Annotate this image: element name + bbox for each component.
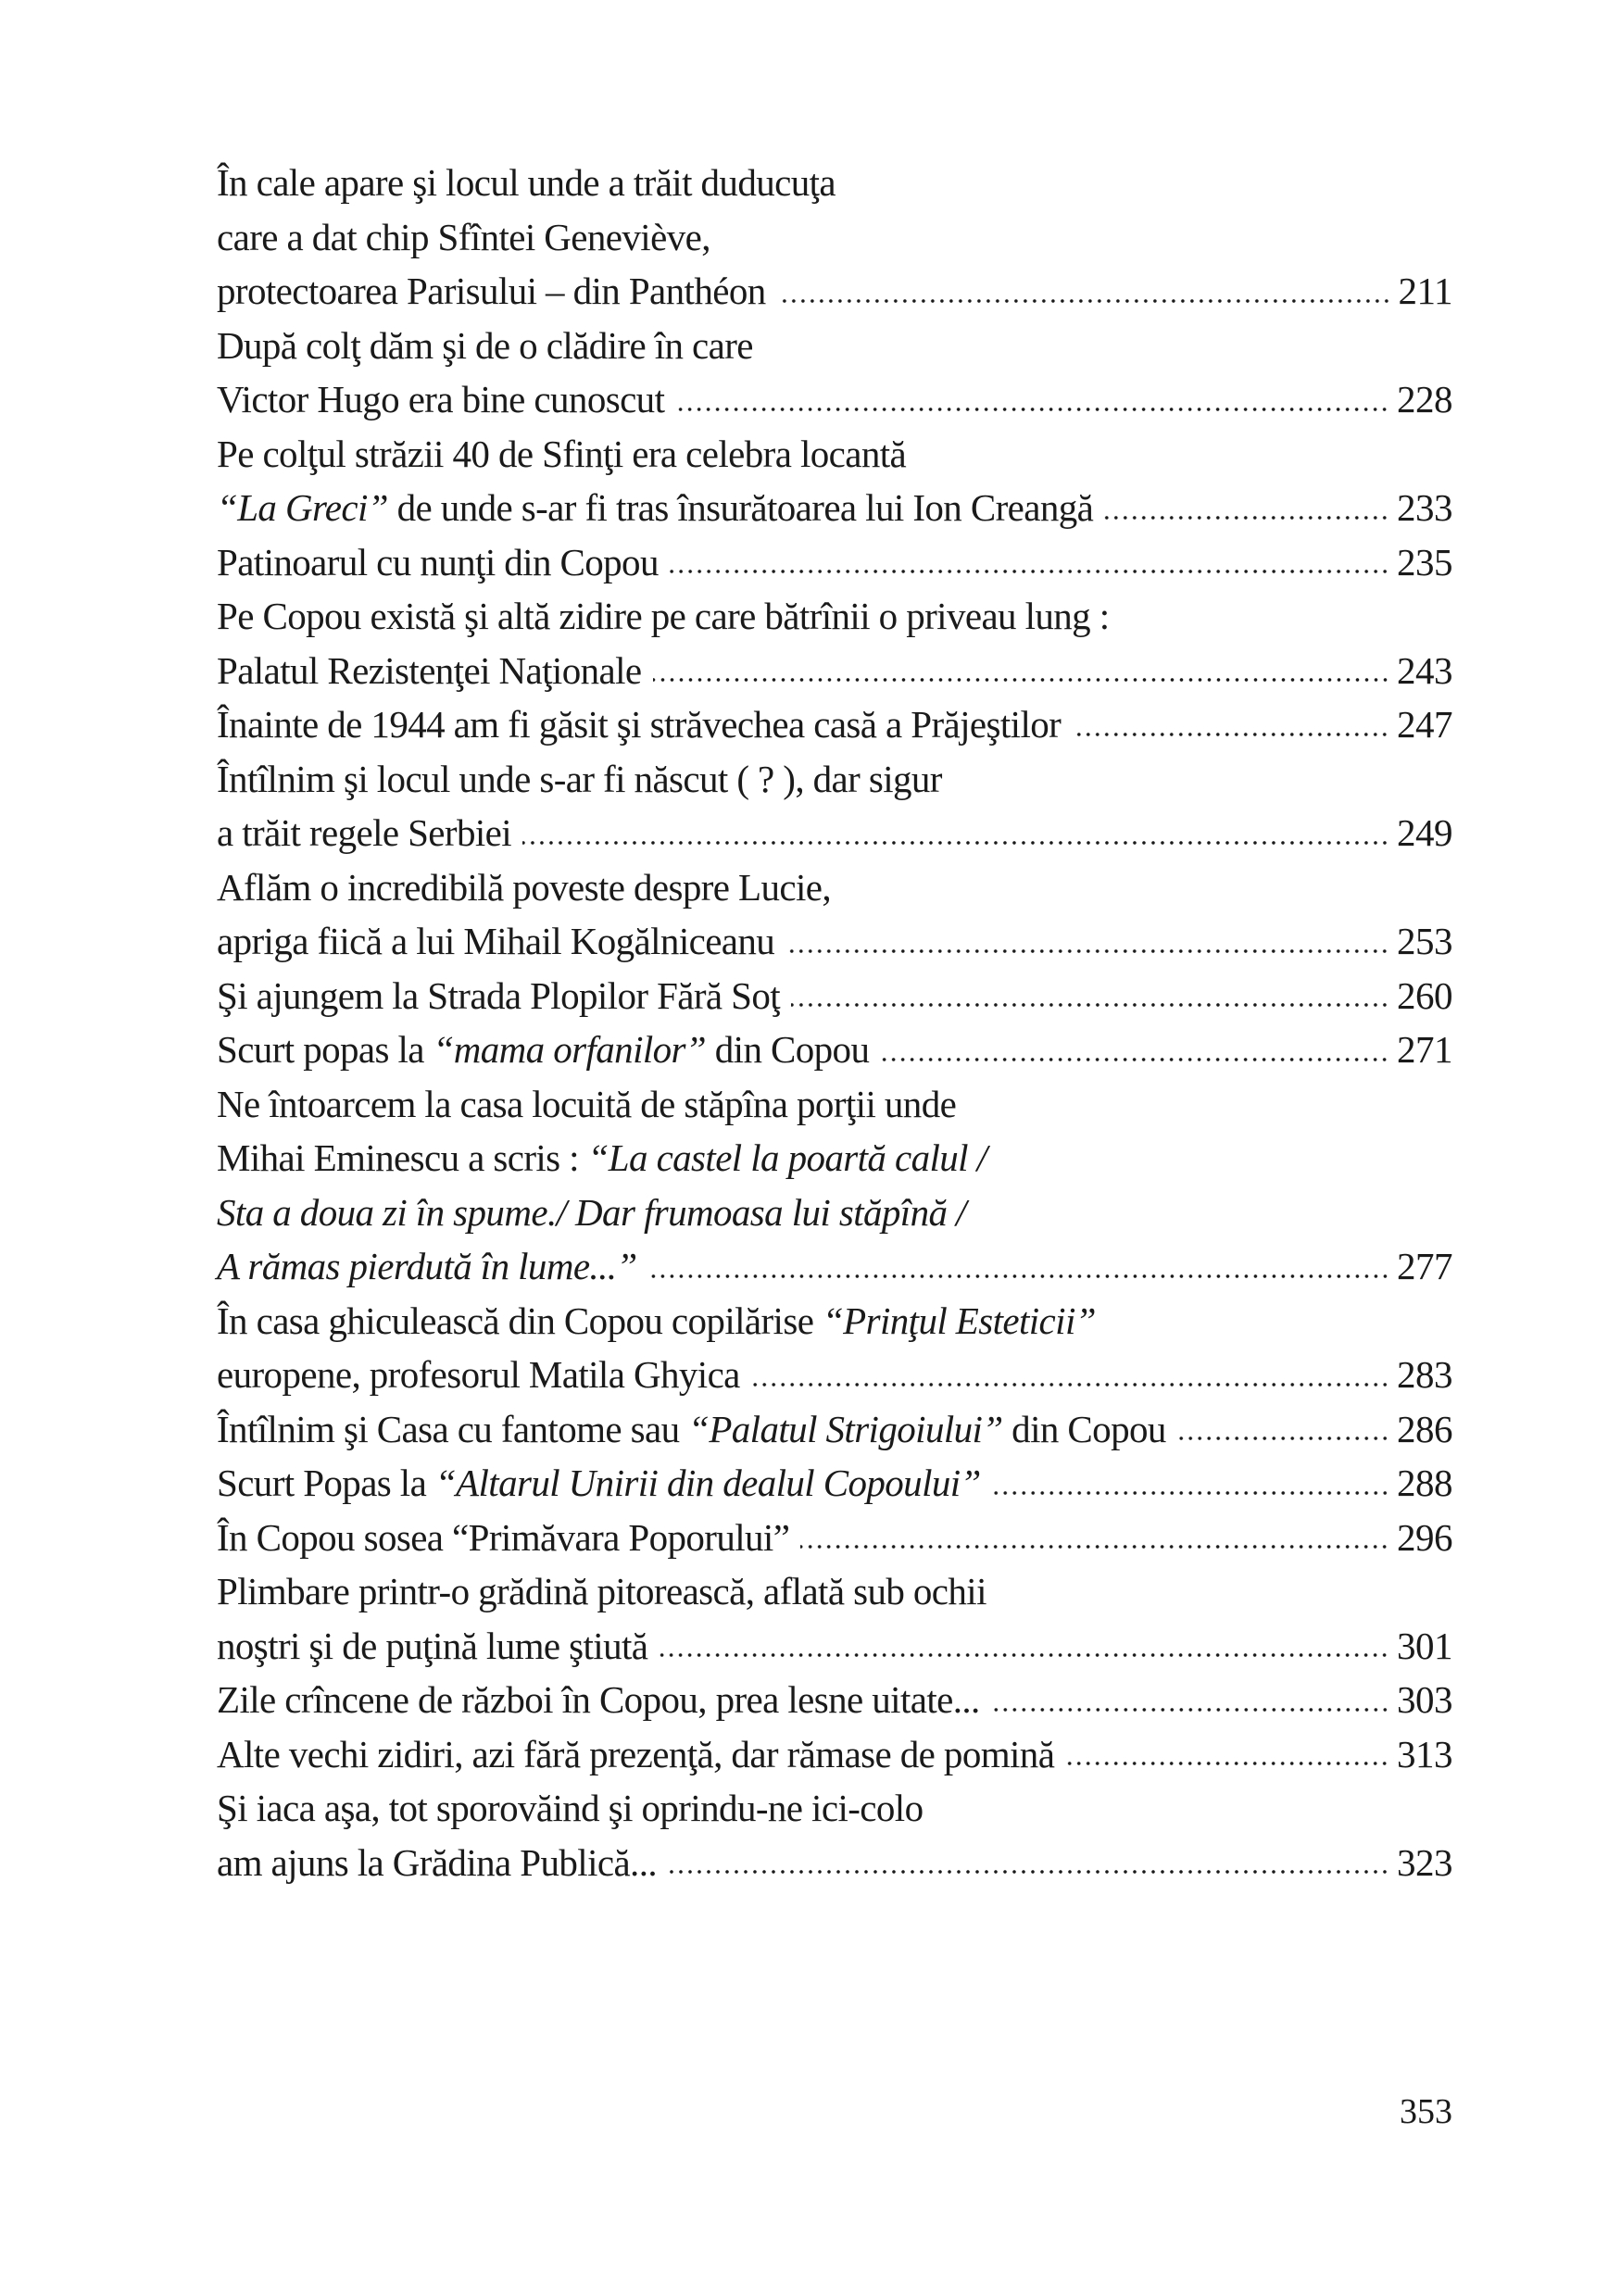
toc-entry-text [217, 372, 664, 427]
toc-entry-line [217, 1673, 1452, 1727]
text-segment: În casa ghiculească din Copou copilărise [217, 1299, 823, 1342]
text-segment: Întîlnim şi Casa cu fantome sau [217, 1407, 689, 1450]
dot-leader [791, 1002, 1389, 1008]
toc-page-number: 301 [1397, 1624, 1452, 1667]
toc-entry-text [217, 1727, 1054, 1782]
toc-entry [217, 156, 1452, 319]
toc-entry-line [217, 1294, 1452, 1349]
toc-entry-text [217, 1673, 980, 1727]
italic-quote: “La castel la poartă calul / [587, 1136, 987, 1179]
toc-entry-text [217, 535, 659, 590]
toc-page-number: 247 [1397, 703, 1452, 746]
dot-leader [653, 677, 1389, 683]
text-segment: În Copou sosea “Primăvara Poporului” [217, 1515, 790, 1559]
toc-entry [217, 1727, 1452, 1782]
toc-page-number: 235 [1397, 540, 1452, 583]
text-segment: Şi iaca aşa, tot sporovăind şi oprindu-ne ici-colo [217, 1787, 924, 1829]
toc-page-number: 243 [1397, 648, 1452, 692]
text-segment: Victor Hugo era bine cunoscut [217, 378, 665, 420]
toc-entry [217, 535, 1452, 590]
text-segment: Mihai Eminescu a scris : [217, 1136, 588, 1179]
text-segment: apriga fiică a lui Mihail Kogălniceanu [217, 920, 775, 962]
toc-entry-text [217, 752, 942, 807]
toc-page-number: 249 [1397, 811, 1452, 854]
text-segment: Pe colţul străzii 40 de Sfinţi era celebra locantă [217, 432, 907, 475]
text-segment: Zile crîncene de război în Copou, prea lesne uitate... [217, 1678, 980, 1721]
toc-entry-line [217, 1239, 1452, 1294]
toc-entry [217, 1402, 1452, 1457]
toc-entry-text [217, 860, 831, 915]
toc-entry-text [217, 1023, 869, 1077]
toc-entry [217, 1077, 1452, 1294]
toc-entry [217, 1023, 1452, 1077]
dot-leader [1065, 1761, 1389, 1766]
toc-entry-text [217, 1294, 1096, 1349]
toc-entry-line [217, 427, 1452, 482]
toc-entry-text [217, 914, 774, 969]
toc-entry-text [217, 1186, 966, 1240]
toc-entry-line [217, 1727, 1452, 1782]
text-segment: europene, profesorul Matila Ghyica [217, 1353, 740, 1396]
text-segment: Plimbare printr-o grădină pitorească, aflată sub ochii [217, 1570, 986, 1612]
toc-page-number: 296 [1397, 1515, 1452, 1559]
toc-entry-text [217, 1511, 789, 1565]
toc-entry [217, 427, 1452, 535]
toc-page-number: 277 [1397, 1245, 1452, 1287]
toc-entry-line [217, 969, 1452, 1023]
toc-entry-line [217, 589, 1452, 644]
dot-leader [659, 1652, 1389, 1658]
toc-entry-line [217, 752, 1452, 807]
toc-entry-text [217, 319, 753, 373]
text-segment: După colţ dăm şi de o clădire în care [217, 323, 753, 367]
toc-entry-text [217, 210, 710, 265]
dot-leader [880, 1057, 1389, 1062]
toc-entry-text [217, 1564, 986, 1619]
toc-page-number: 288 [1397, 1462, 1452, 1504]
toc-entry-text [217, 1836, 657, 1890]
text-segment: În cale apare şi locul unde a trăit duducuţa [217, 161, 836, 204]
toc-entry-line [217, 1456, 1452, 1511]
italic-quote: “La Greci” [217, 486, 388, 529]
toc-entry-line [217, 1186, 1452, 1240]
text-segment: Scurt popas la [217, 1028, 434, 1071]
text-segment: Înainte de 1944 am fi găsit şi străvechea casă a Prăjeştilor [217, 703, 1062, 746]
toc-entry [217, 752, 1452, 860]
toc-entry-text [217, 644, 642, 698]
dot-leader [785, 948, 1389, 954]
text-segment: care a dat chip Sfîntei Geneviève, [217, 215, 710, 258]
dot-leader [751, 1382, 1389, 1387]
toc-page-number: 283 [1397, 1353, 1452, 1396]
dot-leader [777, 298, 1391, 304]
italic-quote: “mama orfanilor” [433, 1028, 707, 1071]
toc-entry-text [217, 264, 766, 319]
dot-leader [1177, 1436, 1389, 1441]
toc-page-number: 286 [1397, 1407, 1452, 1450]
italic-quote: “Altarul Unirii din dealul Copoului” [434, 1462, 981, 1504]
text-segment: Patinoarul cu nunţi din Copou [217, 540, 659, 583]
toc-page-number: 271 [1397, 1028, 1452, 1071]
toc-page-number: 211 [1398, 270, 1452, 312]
dot-leader [800, 1544, 1389, 1549]
toc-entry [217, 697, 1452, 752]
toc-page-number: 303 [1397, 1678, 1452, 1721]
toc-entry-line [217, 860, 1452, 915]
toc-entry-line [217, 156, 1452, 210]
toc-page-number: 233 [1397, 486, 1452, 529]
toc-entry-line [217, 319, 1452, 373]
toc-entry-text [217, 1239, 637, 1294]
text-segment: noştri şi de puţină lume ştiută [217, 1624, 648, 1667]
toc-entry-line [217, 1402, 1452, 1457]
text-segment: Şi ajungem la Strada Plopilor Fără Soţ [217, 973, 781, 1017]
text-segment: Aflăm o incredibilă poveste despre Lucie, [217, 865, 832, 909]
toc-entry-line [217, 481, 1452, 535]
toc-entry-line [217, 1836, 1452, 1890]
toc-page-number: 253 [1397, 920, 1452, 962]
text-segment: Scurt Popas la [217, 1462, 435, 1504]
toc-entry-text [217, 156, 836, 210]
toc-entry-line [217, 1131, 1452, 1186]
text-segment: Alte vechi zidiri, azi fără prezenţă, dar rămase de pomină [217, 1732, 1055, 1775]
toc-entry [217, 969, 1452, 1023]
toc-entry-line [217, 264, 1452, 319]
toc-entry-line [217, 1023, 1452, 1077]
toc-entry [217, 1294, 1452, 1402]
text-segment: protectoarea Parisului – din Panthéon [217, 270, 766, 312]
toc-entry-text [217, 589, 1110, 644]
toc-entry-line [217, 372, 1452, 427]
toc-entry-text [217, 1456, 981, 1511]
toc-page-number: 313 [1397, 1732, 1452, 1775]
text-segment: din Copou [706, 1028, 870, 1071]
toc-entry-text [217, 1077, 956, 1132]
dot-leader [522, 840, 1389, 846]
table-of-contents [217, 156, 1452, 1889]
toc-page-number: 260 [1397, 973, 1452, 1017]
toc-entry-line [217, 535, 1452, 590]
text-segment: din Copou [1002, 1407, 1166, 1450]
toc-entry-text [217, 697, 1061, 752]
italic-quote: Sta a doua zi în spume./ Dar frumoasa lui stăpînă / [217, 1190, 966, 1234]
dot-leader [670, 569, 1389, 574]
toc-page-number: 323 [1397, 1840, 1452, 1884]
toc-entry [217, 1781, 1452, 1889]
toc-entry-line [217, 1619, 1452, 1674]
toc-entry [217, 860, 1452, 969]
toc-entry-text [217, 1402, 1166, 1457]
toc-entry-text [217, 1131, 986, 1186]
toc-entry [217, 1511, 1452, 1565]
toc-entry-line [217, 1564, 1452, 1619]
toc-entry-text [217, 969, 780, 1023]
dot-leader [668, 1869, 1389, 1875]
italic-quote: “Palatul Strigoiului” [688, 1407, 1003, 1450]
toc-entry [217, 1673, 1452, 1727]
toc-entry-text [217, 1619, 647, 1674]
toc-entry-line [217, 210, 1452, 265]
toc-entry-line [217, 1511, 1452, 1565]
text-segment: de unde s-ar fi tras însurătoarea lui Ion Creangă [388, 486, 1094, 529]
toc-entry-line [217, 697, 1452, 752]
text-segment: Ne întoarcem la casa locuită de stăpîna porţii unde [217, 1082, 957, 1125]
italic-quote: A rămas pierdută în lume...” [217, 1245, 637, 1287]
toc-entry-text [217, 427, 906, 482]
text-segment: Întîlnim şi locul unde s-ar fi născut ( ? ), dar sigur [217, 757, 942, 800]
toc-page-number: 228 [1397, 378, 1452, 420]
italic-quote: “Prinţul Esteticii” [822, 1299, 1096, 1342]
toc-entry [217, 589, 1452, 697]
toc-entry-line [217, 1077, 1452, 1132]
toc-entry [217, 1456, 1452, 1511]
dot-leader [992, 1490, 1389, 1496]
page-number: 353 [1400, 2092, 1452, 2131]
toc-entry [217, 1564, 1452, 1673]
toc-entry-text [217, 806, 511, 860]
toc-entry-line [217, 644, 1452, 698]
toc-entry-text [217, 1781, 923, 1836]
dot-leader [648, 1273, 1389, 1279]
dot-leader [991, 1707, 1389, 1713]
toc-entry [217, 319, 1452, 427]
text-segment: a trăit regele Serbiei [217, 811, 512, 854]
toc-entry-text [217, 481, 1093, 535]
toc-entry-line [217, 1781, 1452, 1836]
toc-entry-line [217, 806, 1452, 860]
toc-entry-line [217, 1348, 1452, 1402]
text-segment: Pe Copou există şi altă zidire pe care bătrînii o priveau lung : [217, 595, 1110, 637]
dot-leader [1072, 732, 1389, 737]
toc-entry-text [217, 1348, 740, 1402]
dot-leader [675, 407, 1389, 412]
dot-leader [1104, 515, 1389, 521]
text-segment: am ajuns la Grădina Publică... [217, 1840, 658, 1884]
toc-entry-line [217, 914, 1452, 969]
text-segment: Palatul Rezistenţei Naţionale [217, 648, 642, 692]
